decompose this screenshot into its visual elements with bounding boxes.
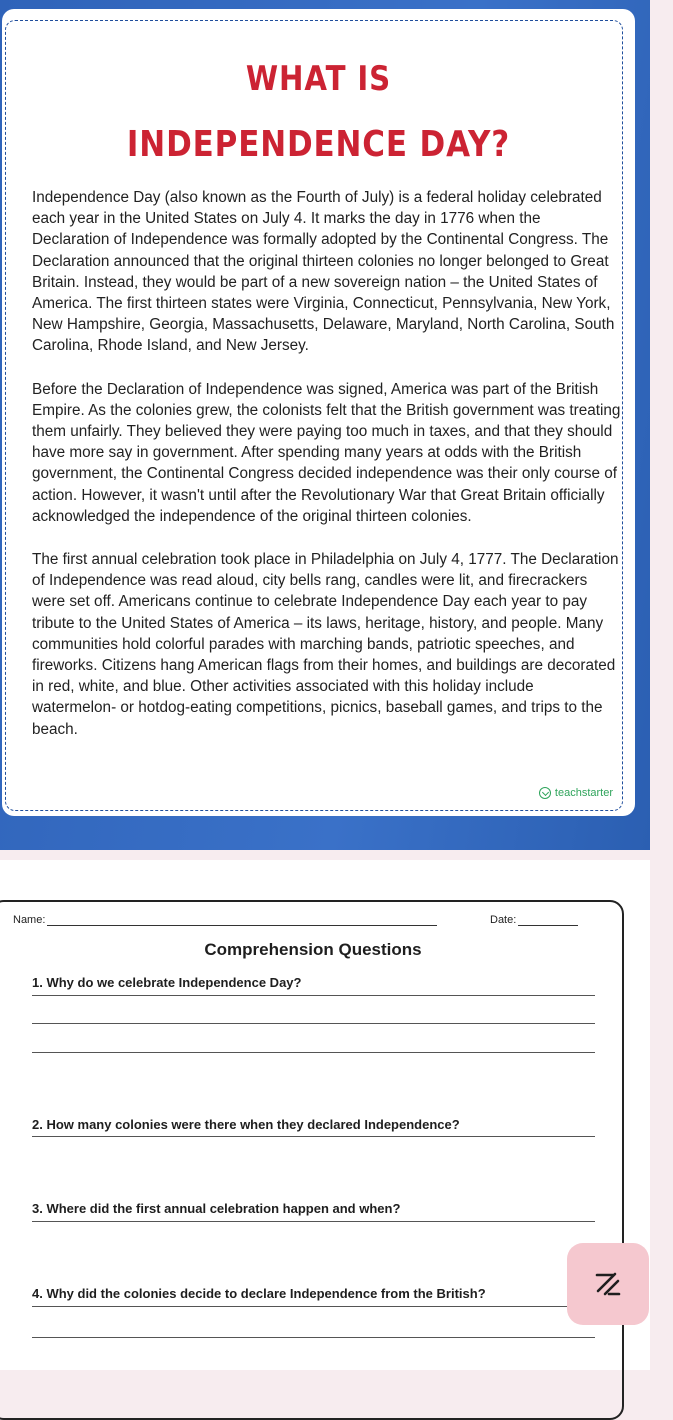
teachstarter-logo-icon — [539, 787, 551, 799]
date-line — [518, 914, 578, 926]
name-field — [13, 914, 437, 926]
answer-line — [32, 1023, 595, 1024]
paragraph-1: Independence Day (also known as the Fourth of July) is a federal holiday celebrated each year in the United States on July 4. It marks the day in 1776 when the Declaration of Independence was formally adopted by the Continental Congress. The Declaration announced that the original thirteen colonies no longer belonged to Great Britain. Instead, they would be part of a new sovereign nation – the United States of America. The first thirteen states were Virginia, Connecticut, Pennsylvania, New York, New Hampshire, Georgia, Massachusetts, Delaware, Maryland, North Carolina, South Carolina, Rhode Island, and New Jersey. — [32, 189, 615, 355]
worksheet-heading: Comprehension Questions — [204, 940, 422, 959]
date-field — [490, 914, 578, 926]
question-2: 2. How many colonies were there when they declared Independence? — [32, 1117, 460, 1132]
paragraph-2: Before the Declaration of Independence was signed, America was part of the British Empire. As the colonies grew, the colonists felt that the British government was treating them unfairly. They believed they were paying too much in taxes, and that they should have more say in government. After spending many years at odds with the British government, the Continental Congress decided independence was their only course of action. However, it wasn't until after the Revolutionary War that Great Britain officially acknowledged the independence of the original thirteen colonies. — [32, 380, 621, 525]
edit-button[interactable] — [567, 1243, 649, 1325]
answer-line — [32, 1136, 595, 1137]
answer-line — [32, 1306, 595, 1307]
paragraph-3: The first annual celebration took place in Philadelphia on July 4, 1777. The Declaration of Independence was read aloud, city bells rang, candles were lit, and firecrackers were set off. Americans continue to celebrate Independence Day each year to pay tribute to the United States of America – its laws, heritage, history, and people. Many communities hold colorful parades with marching bands, patriotic speeches, and fireworks. Citizens hang American flags from their homes, and buildings are decorated in red, white, and blue. Other activities associated with this holiday include watermelon- or hotdog-eating competitions, picnics, baseball games, and trips to the beach. — [32, 551, 619, 738]
question-3: 3. Where did the first annual celebration happen and when? — [32, 1201, 401, 1216]
passage-card — [2, 9, 635, 816]
pencil-edit-icon — [591, 1267, 625, 1301]
answer-line — [32, 1337, 595, 1338]
brand-name: teachstarter — [554, 787, 613, 799]
worksheet-page — [0, 860, 650, 1370]
page-title-line-2: INDEPENDENCE DAY? — [126, 124, 511, 165]
name-label: Name: — [13, 914, 46, 926]
answer-line — [32, 1221, 595, 1222]
page-title-line-1: WHAT IS — [245, 59, 392, 99]
answer-line — [32, 995, 595, 996]
question-4: 4. Why did the colonies decide to declare Independence from the British? — [32, 1286, 486, 1301]
brand-mark — [539, 787, 613, 799]
name-line — [47, 914, 437, 926]
answer-line — [32, 1052, 595, 1053]
question-1: 1. Why do we celebrate Independence Day? — [32, 975, 302, 990]
passage-text — [32, 187, 622, 762]
date-label: Date: — [490, 914, 517, 926]
